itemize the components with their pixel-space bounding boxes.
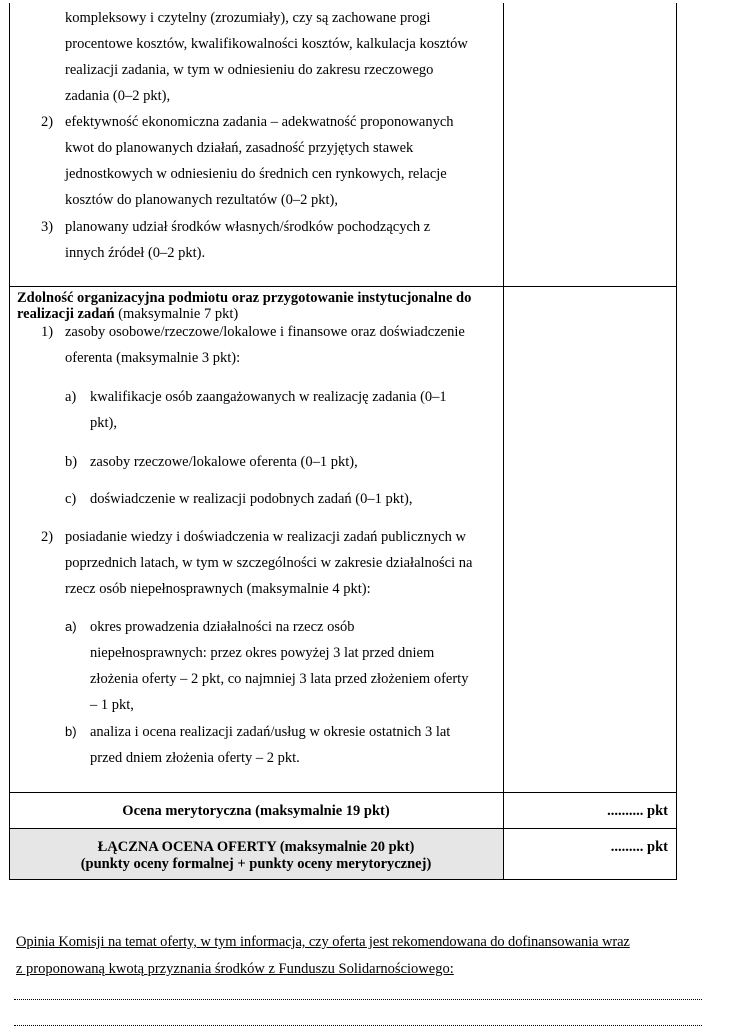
opinion-entry-line[interactable] [14,999,702,1000]
table-border-left [9,3,10,880]
row-divider-2 [9,792,677,793]
criteria-text-line: rzecz osób niepełnosprawnych (maksymalnie 4 pkt): [65,581,371,597]
criteria-text-line: innych źródeł (0–2 pkt). [65,245,206,261]
sub-letter: a) [65,619,77,634]
criteria-text-line: poprzednich latach, w tym w szczególności w zakresie działalności na [65,555,473,571]
criteria-text-line: kwot do planowanych działań, zasadność przyjętych stawek [65,140,414,156]
section-heading-bold: realizacji zadań [17,306,115,322]
sub-letter: b) [65,454,78,470]
sub-text-line: przed dniem złożenia oferty – 2 pkt. [90,750,300,766]
commission-opinion-line-2: z proponowaną kwotą przyznania środków z Funduszu Solidarnościowego: [16,961,454,977]
criteria-text-line: zasoby osobowe/rzeczowe/lokalowe i finansowe oraz doświadczenie [65,324,465,340]
evaluation-table [9,3,677,880]
sub-text-line: kwalifikacje osób zaangażowanych w realizację zadania (0–1 [90,389,447,405]
criteria-text-line: posiadanie wiedzy i doświadczenia w realizacji zadań publicznych w [65,529,466,545]
list-number: 2) [41,114,54,130]
sub-text-line: – 1 pkt, [90,697,134,713]
sub-letter: b) [65,724,77,739]
list-number: 2) [41,529,54,545]
commission-opinion-line-1: Opinia Komisji na temat oferty, w tym informacja, czy oferta jest rekomendowana do dofinansowania wraz [16,934,630,950]
sub-text-line: pkt), [90,415,117,431]
criteria-text-line: oferenta (maksymalnie 3 pkt): [65,350,241,366]
row-divider-1 [9,286,677,287]
list-number: 3) [41,219,54,235]
criteria-text-line: kompleksowy i czytelny (zrozumiały), czy są zachowane progi [65,10,431,26]
sub-text-line: analiza i ocena realizacji zadań/usług w okresie ostatnich 3 lat [90,724,451,740]
criteria-text-line: realizacji zadania, w tym w odniesieniu do zakresu rzeczowego [65,62,434,78]
sub-text-line: doświadczenie w realizacji podobnych zadań (0–1 pkt), [90,491,413,507]
sub-text-line: złożenia oferty – 2 pkt, co najmniej 3 lata przed złożeniem oferty [90,671,469,687]
merit-score-label: Ocena merytoryczna (maksymalnie 19 pkt) [122,803,390,819]
total-score-label: ŁĄCZNA OCENA OFERTY (maksymalnie 20 pkt) [97,839,415,855]
merit-score-value: .......... pkt [607,803,668,819]
sub-text-line: okres prowadzenia działalności na rzecz osób [90,619,355,635]
criteria-text-line: planowany udział środków własnych/środków pochodzących z [65,219,431,235]
section-heading: Zdolność organizacyjna podmiotu oraz przygotowanie instytucjonalne do [17,290,472,306]
row-divider-3 [9,828,677,829]
sub-text-line: zasoby rzeczowe/lokalowe oferenta (0–1 pkt), [90,454,358,470]
criteria-text-line: efektywność ekonomiczna zadania – adekwatność proponowanych [65,114,454,130]
section-heading-points: (maksymalnie 7 pkt) [114,306,239,322]
criteria-text-line: jednostkowych w odniesieniu do średnich cen rynkowych, relacje [65,166,447,182]
sub-letter: c) [65,491,77,507]
table-border-right [676,3,677,880]
section-heading-cont [17,305,238,323]
opinion-entry-line[interactable] [14,1025,702,1026]
sub-text-line: niepełnosprawnych: przez okres powyżej 3 lat przed dniem [90,645,435,661]
table-column-divider [503,3,504,880]
total-score-formula: (punkty oceny formalnej + punkty oceny merytorycznej) [80,856,432,872]
criteria-text-line: kosztów do planowanych rezultatów (0–2 pkt), [65,192,339,208]
total-score-value: ......... pkt [610,839,668,855]
criteria-text-line: zadania (0–2 pkt), [65,88,171,104]
sub-letter: a) [65,389,77,405]
criteria-text-line: procentowe kosztów, kwalifikowalności kosztów, kalkulacja kosztów [65,36,468,52]
list-number: 1) [41,324,54,340]
table-border-bottom [9,879,677,880]
